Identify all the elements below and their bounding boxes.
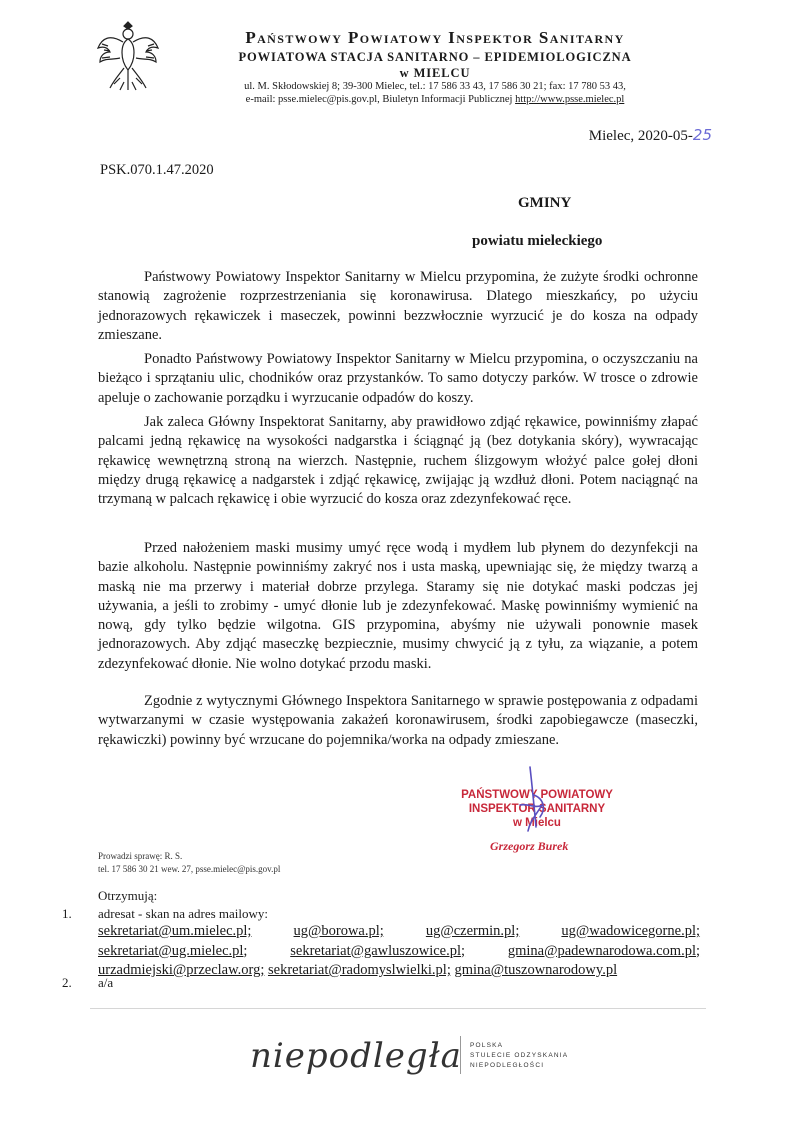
- body-paragraph-4: Przed nałożeniem maski musimy umyć ręce wodą i mydłem lub płynem do dezynfekcji na bazie alkoholu. Następnie powinniśmy zakryć nos i usta maską, upewniając się, że między twarzą a maską nie ma przerwy i materiał dobrze przylega. Staramy się nie dotykać maski podczas jej używania, a jeśli to zrobimy - umyć dłonie lub je zdezynfekować. Maskę powinniśmy wymienić na nową, gdy tylko będzie wilgotna. GIS przypomina, abyśmy nie używali ponownie masek jednorazowych. Aby zdjąć maseczkę bezpiecznie, musimy chwycić ją z tyłu, za wiązanie, a potem zdezynfekować dłonie. Nie wolno dotykać przodu maski.: [98, 540, 698, 672]
- recipient-email-list: [98, 922, 700, 981]
- email-link[interactable]: sekretariat@um.mielec.pl;: [98, 923, 252, 939]
- stamp-signatory-name: Grzegorz Burek: [490, 839, 569, 853]
- footer-divider: [90, 1008, 706, 1009]
- addressee-line-2: powiatu mieleckiego: [472, 233, 603, 249]
- recipient-number-1: 1.: [62, 906, 72, 921]
- recipient-item-2: a/a: [98, 975, 114, 990]
- email-link[interactable]: sekretariat@radomyslwielki.pl;: [267, 962, 451, 978]
- body-paragraph-3: Jak zaleca Główny Inspektorat Sanitarny, aby prawidłowo zdjąć rękawice, powinniśmy złapać palcami jedną rękawicę na wysokości nadgarstka i ściągnąć ją (bez dotykania skóry), wywracając rękawicę wewnętrzną stroną na wierzch. Następnie, ruchem ślizgowym włożyć palce gołej dłoni między drugą rękawicę a nadgarstek i zdjąć rękawicę, zwijając ją wzdłuż dłoni. Potem naciągnąć na trzymaną w palcach rękawicę i obie wyrzucić do kosza oraz zdezynfekować ręce.: [98, 414, 698, 508]
- email-link[interactable]: sekretariat@gawluszowice.pl;: [290, 942, 466, 959]
- institution-address: ul. M. Skłodowskiej 8; 39-300 Mielec, tel.: 17 586 33 43, 17 586 30 21; fax: 17 780 53 43,: [244, 81, 626, 92]
- stamp-line-1: PAŃSTWOWY POWIATOWY: [461, 789, 613, 801]
- contact-prefix: e-mail: psse.mielec@pis.gov.pl, Biuletyn Informacji Publicznej: [245, 94, 516, 105]
- institution-city: w MIELCU: [399, 66, 471, 80]
- email-link[interactable]: sekretariat@ug.mielec.pl;: [98, 942, 248, 959]
- footer-text-3: NIEPODLEGŁOŚCI: [470, 1062, 545, 1069]
- email-link[interactable]: gmina@padewnarodowa.com.pl;: [507, 942, 701, 959]
- email-link[interactable]: urzadmiejski@przeclaw.org;: [98, 962, 265, 978]
- recipient-number-2: 2.: [62, 975, 72, 990]
- institution-title: Państwowy Powiatowy Inspektor Sanitarny: [245, 28, 625, 47]
- email-link[interactable]: ug@wadowicegorne.pl;: [561, 923, 701, 939]
- polish-eagle-emblem-icon: [96, 18, 160, 94]
- footer-text-2: STULECIE ODZYSKANIA: [470, 1052, 569, 1059]
- document-date: [589, 126, 712, 145]
- date-printed: Mielec, 2020-05-: [588, 128, 693, 144]
- footer-separator: [460, 1036, 461, 1074]
- handler-contact: tel. 17 586 30 21 wew. 27, psse.mielec@pis.gov.pl: [98, 864, 281, 874]
- email-link[interactable]: ug@czermin.pl;: [425, 923, 520, 939]
- recipients-label: Otrzymują:: [98, 888, 158, 903]
- stamp-line-3: w Mielcu: [513, 817, 561, 829]
- bip-link[interactable]: http://www.psse.mielec.pl: [515, 94, 625, 105]
- date-handwritten-day: 25: [692, 126, 712, 144]
- addressee-line-1: GMINY: [518, 195, 572, 211]
- institution-subtitle: POWIATOWA STACJA SANITARNO – EPIDEMIOLOGICZNA: [238, 50, 632, 64]
- handler-name: Prowadzi sprawę: R. S.: [98, 851, 183, 861]
- stamp-line-2: INSPEKTOR SANITARNY: [468, 803, 606, 815]
- email-link[interactable]: gmina@tuszownarodowy.pl: [454, 962, 618, 978]
- institution-contact: [200, 94, 670, 105]
- body-paragraph-2: Ponadto Państwowy Powiatowy Inspektor Sanitarny w Mielcu przypomina, o oczyszczaniu na bieżąco i sprzątaniu ulic, chodników oraz przystanków. To samo dotyczy parków. W trosce o zdrowie apeluje o zachowanie porządku i wyrzucanie odpadów do koszy.: [98, 351, 698, 406]
- case-reference: PSK.070.1.47.2020: [100, 162, 214, 178]
- niepodlegla-logo: niepodległa: [250, 1036, 462, 1076]
- footer-text-1: POLSKA: [470, 1042, 504, 1049]
- email-link[interactable]: ug@borowa.pl;: [293, 923, 384, 939]
- handwritten-signature-icon: [500, 765, 560, 835]
- body-paragraph-1: Państwowy Powiatowy Inspektor Sanitarny w Mielcu przypomina, że zużyte środki ochronne stanowią zagrożenie rozprzestrzeniania się koronawirusa. Dlatego mieszkańcy, po użyciu jednorazowych rękawiczek i maseczek, powinni bezzwłocznie wyrzucić je do kosza na odpady zmieszane.: [98, 269, 698, 343]
- recipient-item-1: adresat - skan na adres mailowy:: [98, 906, 269, 921]
- body-paragraph-5: Zgodnie z wytycznymi Głównego Inspektora Sanitarnego w sprawie postępowania z odpadami wytwarzanymi w czasie występowania zakażeń koronawirusem, środki zapobiegawcze (maseczki, rękawiczki) powinny być wrzucane do pojemnika/worka na odpady zmieszane.: [98, 693, 698, 748]
